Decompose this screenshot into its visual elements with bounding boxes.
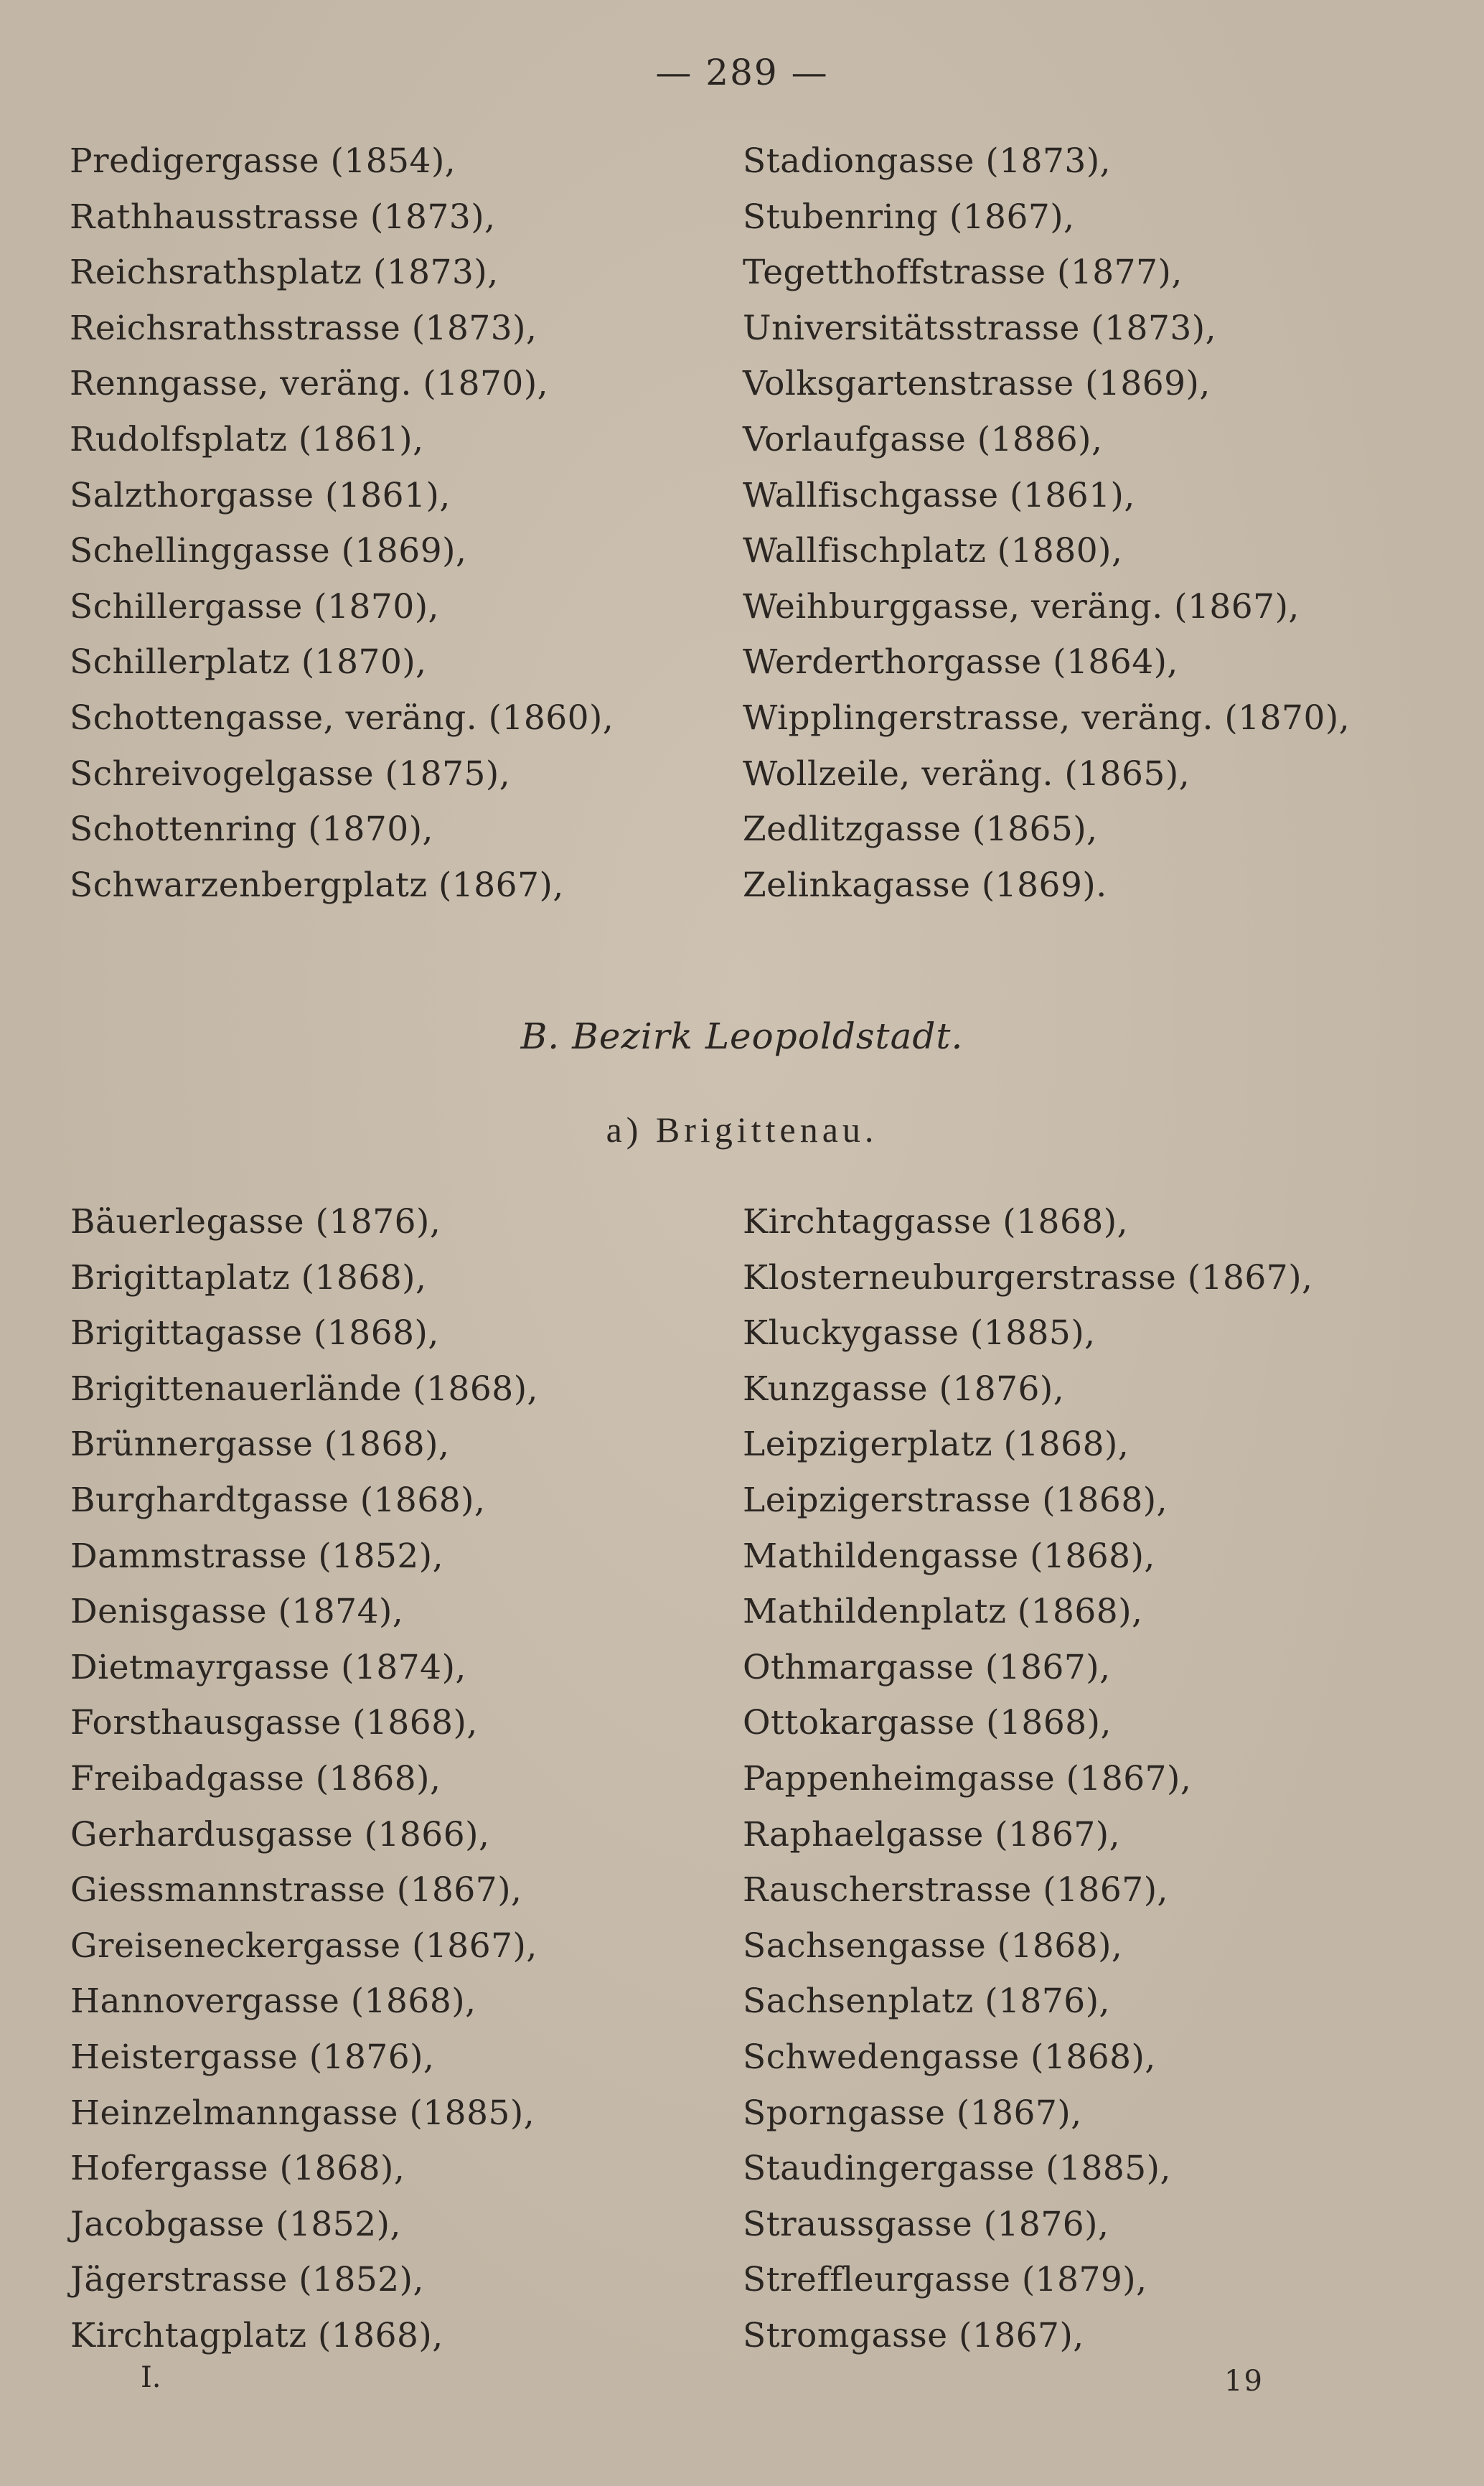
- street-entry: Wallfischgasse (1861),: [743, 475, 1135, 515]
- street-entry: Klosterneuburgerstrasse (1867),: [743, 1257, 1313, 1298]
- street-entry: Staudingergasse (1885),: [743, 2149, 1171, 2189]
- district-heading: B. Bezirk Leopoldstadt.: [520, 1015, 964, 1057]
- street-entry: Leipzigerplatz (1868),: [743, 1425, 1130, 1465]
- street-entry: Schottenring (1870),: [70, 810, 433, 850]
- street-entry: Jacobgasse (1852),: [70, 2204, 401, 2244]
- street-entry: Raphaelgasse (1867),: [743, 1814, 1121, 1854]
- street-entry: Denisgasse (1874),: [70, 1592, 404, 1632]
- street-entry: Straussgasse (1876),: [743, 2204, 1109, 2244]
- street-entry: Mathildenplatz (1868),: [743, 1592, 1143, 1632]
- street-entry: Schwedengasse (1868),: [743, 2037, 1156, 2077]
- brigittenau-list-left: [70, 1194, 538, 2363]
- sheet-number: 19: [1224, 2365, 1264, 2398]
- street-entry: Predigergasse (1854),: [70, 141, 456, 181]
- street-entry: Volksgartenstrasse (1869),: [743, 364, 1211, 404]
- street-entry: Brigittenauerlände (1868),: [70, 1369, 538, 1409]
- street-entry: Streffleurgasse (1879),: [743, 2260, 1147, 2300]
- street-entry: Renngasse, veräng. (1870),: [70, 364, 549, 404]
- street-entry: Sachsenplatz (1876),: [743, 1981, 1110, 2022]
- street-entry: Mathildengasse (1868),: [743, 1536, 1155, 1576]
- street-entry: Schreivogelgasse (1875),: [70, 754, 511, 794]
- street-entry: Hofergasse (1868),: [70, 2149, 405, 2189]
- street-entry: Brünnergasse (1868),: [70, 1425, 450, 1465]
- street-entry: Othmargasse (1867),: [743, 1647, 1111, 1687]
- street-entry: Reichsrathsplatz (1873),: [70, 253, 499, 293]
- street-entry: Stubenring (1867),: [743, 197, 1075, 237]
- street-entry: Universitätsstrasse (1873),: [743, 308, 1217, 348]
- street-entry: Sporngasse (1867),: [743, 2093, 1082, 2133]
- signature-mark: I.: [141, 2361, 161, 2394]
- street-entry: Wipplingerstrasse, veräng. (1870),: [743, 698, 1351, 738]
- street-list-right: [743, 133, 1350, 913]
- brigittenau-list-right: [743, 1194, 1313, 2363]
- street-entry: Burghardtgasse (1868),: [70, 1480, 486, 1520]
- street-entry: Brigittagasse (1868),: [70, 1313, 439, 1354]
- street-entry: Kluckygasse (1885),: [743, 1313, 1096, 1354]
- street-entry: Heinzelmanngasse (1885),: [70, 2093, 535, 2133]
- street-entry: Wollzeile, veräng. (1865),: [743, 754, 1191, 794]
- street-entry: Hannovergasse (1868),: [70, 1981, 476, 2022]
- street-entry: Brigittaplatz (1868),: [70, 1257, 427, 1298]
- street-entry: Giessmannstrasse (1867),: [70, 1870, 522, 1910]
- street-entry: Greiseneckergasse (1867),: [70, 1926, 537, 1966]
- street-entry: Vorlaufgasse (1886),: [743, 419, 1103, 459]
- street-entry: Schellinggasse (1869),: [70, 531, 467, 571]
- street-entry: Stadiongasse (1873),: [743, 141, 1112, 181]
- street-entry: Dammstrasse (1852),: [70, 1536, 444, 1576]
- street-entry: Freibadgasse (1868),: [70, 1758, 441, 1798]
- street-entry: Schillergasse (1870),: [70, 586, 439, 627]
- street-entry: Heistergasse (1876),: [70, 2037, 435, 2077]
- street-entry: Rudolfsplatz (1861),: [70, 419, 424, 459]
- street-entry: Dietmayrgasse (1874),: [70, 1647, 466, 1687]
- street-entry: Kunzgasse (1876),: [743, 1369, 1065, 1409]
- street-entry: Jägerstrasse (1852),: [70, 2260, 424, 2300]
- street-entry: Wallfischplatz (1880),: [743, 531, 1123, 571]
- street-entry: Ottokargasse (1868),: [743, 1703, 1112, 1743]
- street-entry: Salzthorgasse (1861),: [70, 475, 451, 515]
- street-entry: Leipzigerstrasse (1868),: [743, 1480, 1168, 1520]
- street-entry: Werderthorgasse (1864),: [743, 642, 1178, 683]
- street-entry: Rauscherstrasse (1867),: [743, 1870, 1168, 1910]
- street-entry: Zelinkagasse (1869).: [743, 865, 1107, 905]
- street-list-left: [70, 133, 614, 913]
- street-entry: Bäuerlegasse (1876),: [70, 1202, 441, 1242]
- street-entry: Sachsengasse (1868),: [743, 1926, 1123, 1966]
- street-entry: Forsthausgasse (1868),: [70, 1703, 478, 1743]
- page-number: — 289 —: [655, 52, 829, 93]
- street-entry: Zedlitzgasse (1865),: [743, 810, 1098, 850]
- street-entry: Tegetthoffstrasse (1877),: [743, 253, 1183, 293]
- subdistrict-heading: a) Brigittenau.: [606, 1110, 878, 1150]
- street-entry: Stromgasse (1867),: [743, 2315, 1084, 2355]
- street-entry: Rathhausstrasse (1873),: [70, 197, 496, 237]
- street-entry: Gerhardusgasse (1866),: [70, 1814, 490, 1854]
- street-entry: Weihburggasse, veräng. (1867),: [743, 586, 1300, 627]
- street-entry: Kirchtagplatz (1868),: [70, 2315, 443, 2355]
- street-entry: Reichsrathsstrasse (1873),: [70, 308, 537, 348]
- street-entry: Kirchtaggasse (1868),: [743, 1202, 1129, 1242]
- street-entry: Pappenheimgasse (1867),: [743, 1758, 1192, 1798]
- street-entry: Schottengasse, veräng. (1860),: [70, 698, 614, 738]
- street-entry: Schillerplatz (1870),: [70, 642, 427, 683]
- street-entry: Schwarzenbergplatz (1867),: [70, 865, 564, 905]
